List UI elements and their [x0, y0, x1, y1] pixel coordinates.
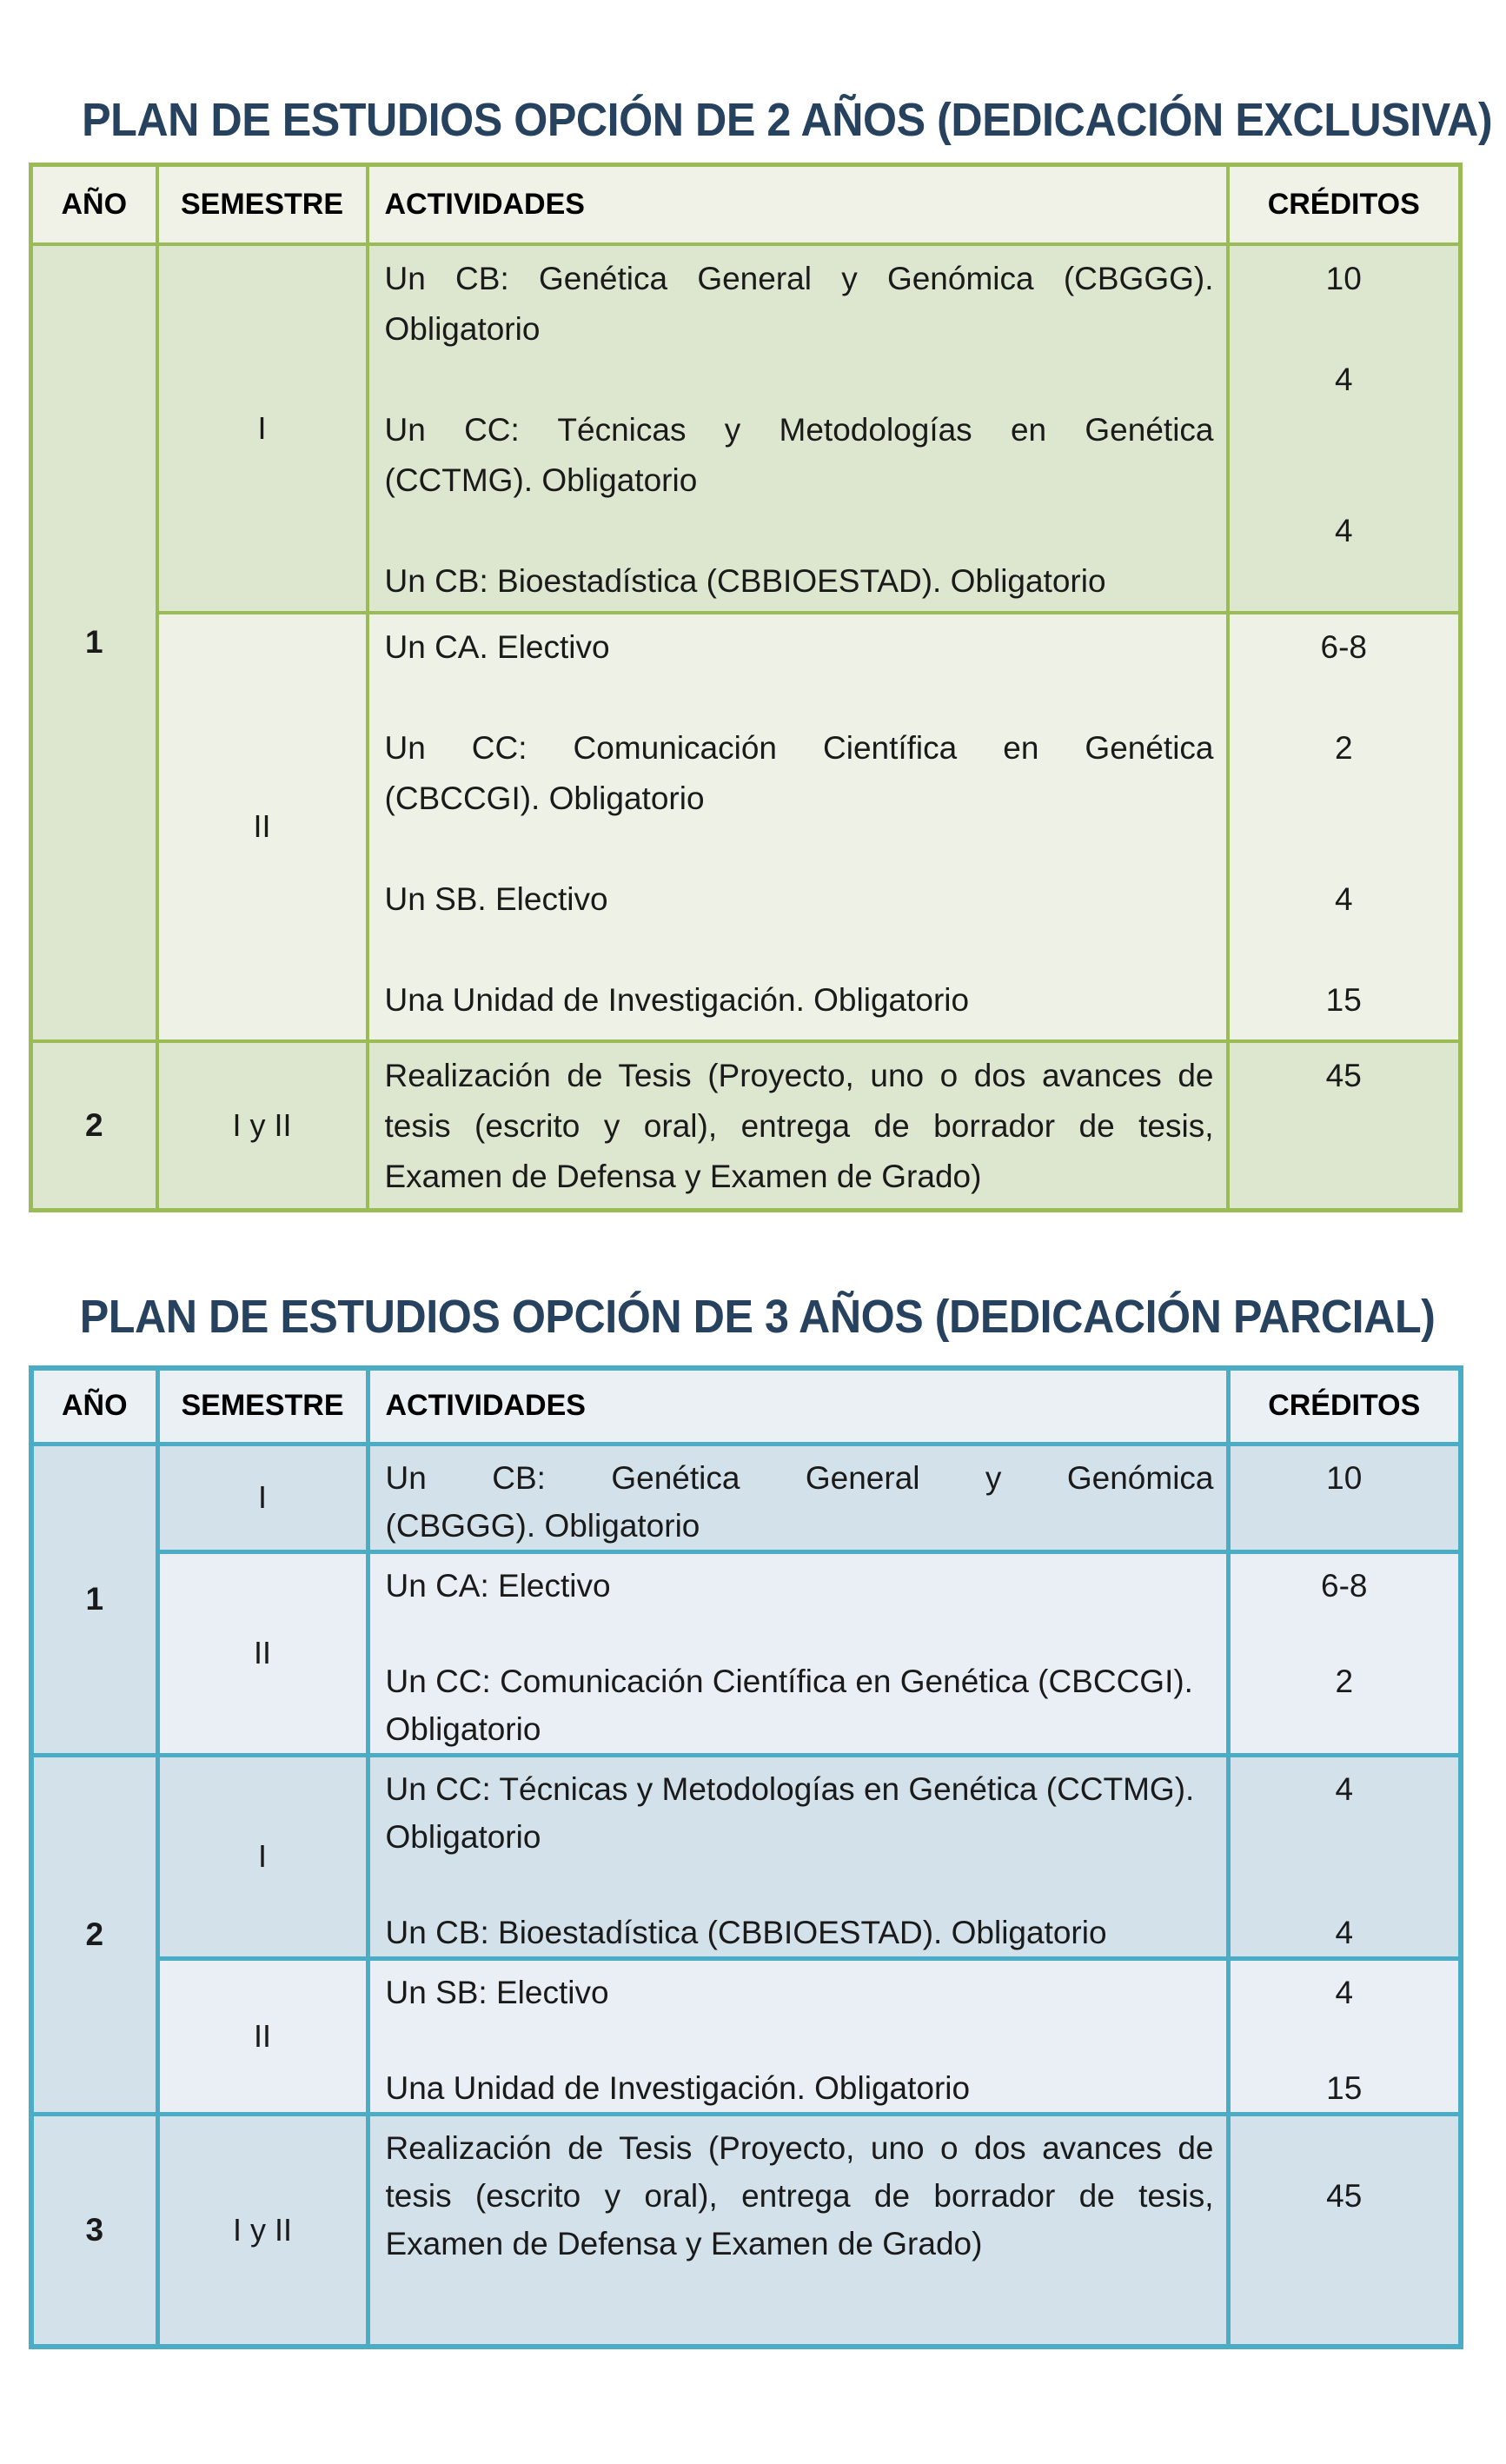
- year-cell: 2: [31, 1755, 157, 2114]
- credit-value: 15: [1326, 2069, 1363, 2106]
- col-header-actividades: ACTIVIDADES: [368, 1368, 1228, 1444]
- credits-cell: [1228, 1444, 1461, 1551]
- credit-value: [1230, 1101, 1459, 1152]
- title-plan-3yr-text: PLAN DE ESTUDIOS OPCIÓN DE 3 AÑOS (DEDICACIÓN PARCIAL): [79, 1291, 1436, 1343]
- activity-line: Un CA: Electivo: [385, 1567, 611, 1604]
- credit-value: 6-8: [1320, 628, 1367, 665]
- col-header-semestre: SEMESTRE: [157, 165, 368, 244]
- credit-value: 4: [1335, 1914, 1354, 1950]
- credit-value: [1230, 455, 1459, 506]
- activity-line: Un CB: Genética General y Genómica: [385, 1459, 1214, 1496]
- activity-line: Examen de Defensa y Examen de Grado): [384, 1158, 982, 1194]
- credit-value: [1230, 1152, 1459, 1202]
- activity-line: Un CA. Electivo: [384, 628, 610, 665]
- table-row-year2-sem2: [31, 1958, 1461, 2114]
- activity-line: Obligatorio: [384, 310, 541, 347]
- year-cell: 3: [31, 2114, 157, 2347]
- activities-cell: [368, 1041, 1228, 1211]
- credit-value: 4: [1334, 512, 1353, 548]
- semester-cell: I y II: [157, 2114, 368, 2347]
- credits-cell: [1228, 1958, 1461, 2114]
- credits-cell: [1228, 1041, 1461, 1211]
- credit-value: [1231, 1705, 1459, 1753]
- year-cell: 2: [31, 1041, 157, 1211]
- credit-value: [1231, 2124, 1459, 2172]
- credit-value: [1231, 2016, 1459, 2064]
- col-header-creditos: CRÉDITOS: [1228, 165, 1461, 244]
- activity-line: Examen de Defensa y Examen de Grado): [385, 2225, 983, 2261]
- credits-cell: [1228, 244, 1461, 613]
- credits-cell: [1228, 2114, 1461, 2347]
- table-row-year1-sem2: [31, 613, 1461, 1041]
- semester-cell: II: [157, 1551, 368, 1755]
- activities-cell: [368, 1958, 1228, 2114]
- semester-cell: I: [157, 244, 368, 613]
- col-header-semestre: SEMESTRE: [157, 1368, 368, 1444]
- activity-line: Un CB: Genética General y Genómica (CBGGG).: [384, 260, 1214, 296]
- credit-value: 45: [1325, 1057, 1362, 1093]
- credit-value: 4: [1334, 880, 1353, 917]
- activity-line: [386, 1610, 1214, 1657]
- activities-cell: [368, 244, 1228, 613]
- credit-value: 4: [1334, 361, 1353, 397]
- credits-cell: [1228, 1755, 1461, 1958]
- activity-line: [385, 925, 1214, 975]
- col-header-actividades: ACTIVIDADES: [368, 165, 1228, 244]
- table-row-year1-sem1: [31, 1444, 1461, 1551]
- credit-value: [1230, 556, 1459, 607]
- activity-line: Un SB: Electivo: [385, 1974, 609, 2010]
- activity-line: Obligatorio: [385, 1818, 541, 1855]
- table-row-year2-sem1: [31, 1755, 1461, 1958]
- activity-line: Un CC: Comunicación Científica en Genética: [384, 729, 1214, 766]
- activity-line: Realización de Tesis (Proyecto, uno o dos avances de: [384, 1057, 1214, 1093]
- table-header-row: [31, 1368, 1461, 1444]
- activity-line: [386, 1861, 1214, 1909]
- activity-line: [386, 2016, 1214, 2064]
- activities-cell: [368, 1551, 1228, 1755]
- activity-line: Un SB. Electivo: [384, 880, 608, 917]
- activity-line: Un CB: Bioestadística (CBBIOESTAD). Obligatorio: [385, 1914, 1107, 1950]
- activities-cell: [368, 613, 1228, 1041]
- activity-line: Un CC: Comunicación Científica en Genética (CBCCGI).: [385, 1663, 1193, 1699]
- semester-cell: II: [157, 1958, 368, 2114]
- document-page: [29, 0, 1493, 2349]
- activity-line: Un CC: Técnicas y Metodologías en Genética (CCTMG).: [385, 1770, 1195, 1807]
- credit-value: [1231, 1610, 1459, 1657]
- activities-cell: [368, 2114, 1228, 2347]
- activity-line: Una Unidad de Investigación. Obligatorio: [384, 981, 970, 1018]
- col-header-ano: AÑO: [31, 165, 157, 244]
- credit-value: 10: [1325, 260, 1362, 296]
- study-plan-table-2yr: [29, 163, 1463, 1212]
- credit-value: [1231, 1502, 1459, 1550]
- activity-line: Un CB: Bioestadística (CBBIOESTAD). Obligatorio: [384, 562, 1106, 599]
- credit-value: [1231, 1861, 1459, 1909]
- activity-line: Obligatorio: [385, 1710, 541, 1747]
- credit-value: [1231, 1813, 1459, 1861]
- credit-value: [1230, 925, 1459, 975]
- activities-cell: [368, 1444, 1228, 1551]
- year-cell: 1: [31, 1444, 157, 1755]
- activity-line: [385, 355, 1214, 405]
- credit-value: 45: [1326, 2177, 1363, 2214]
- col-header-creditos: CRÉDITOS: [1228, 1368, 1461, 1444]
- credit-value: [1230, 774, 1459, 824]
- semester-cell: I: [157, 1755, 368, 1958]
- credit-value: 2: [1334, 729, 1353, 766]
- title-plan-2yr: [29, 89, 1493, 151]
- credit-value: 2: [1335, 1663, 1354, 1699]
- semester-cell: I: [157, 1444, 368, 1551]
- semester-cell: II: [157, 613, 368, 1041]
- table-row-year3: [31, 2114, 1461, 2347]
- credit-value: [1230, 824, 1459, 874]
- activity-line: (CBCCGI). Obligatorio: [384, 780, 705, 816]
- table-row-year1-sem2: [31, 1551, 1461, 1755]
- title-plan-3yr: [29, 1285, 1458, 1348]
- credit-value: [1230, 673, 1459, 723]
- credit-value: 15: [1325, 981, 1362, 1018]
- activity-line: [385, 673, 1214, 723]
- credit-value: [1230, 304, 1459, 355]
- credit-value: 4: [1335, 1974, 1354, 2010]
- activity-line: tesis (escrito y oral), entrega de borrador de tesis,: [384, 1107, 1214, 1144]
- activity-line: [385, 824, 1214, 874]
- title-plan-2yr-text: PLAN DE ESTUDIOS OPCIÓN DE 2 AÑOS (DEDICACIÓN EXCLUSIVA): [82, 94, 1493, 146]
- activity-line: Realización de Tesis (Proyecto, uno o dos avances de: [385, 2129, 1214, 2166]
- credit-value: 6-8: [1321, 1567, 1368, 1604]
- table-row-year2: [31, 1041, 1461, 1211]
- credit-value: [1231, 2220, 1459, 2268]
- activity-line: (CCTMG). Obligatorio: [384, 462, 698, 498]
- activity-line: (CBGGG). Obligatorio: [385, 1507, 700, 1544]
- year-cell: 1: [31, 244, 157, 1041]
- table-row-year1-sem1: [31, 244, 1461, 613]
- credit-value: 10: [1326, 1459, 1363, 1496]
- semester-cell: I y II: [157, 1041, 368, 1211]
- activity-line: [385, 506, 1214, 556]
- col-header-ano: AÑO: [31, 1368, 157, 1444]
- activity-line: Una Unidad de Investigación. Obligatorio: [385, 2069, 971, 2106]
- credit-value: [1230, 405, 1459, 455]
- table-header-row: [31, 165, 1461, 244]
- credits-cell: [1228, 1551, 1461, 1755]
- credit-value: 4: [1335, 1770, 1354, 1807]
- credits-cell: [1228, 613, 1461, 1041]
- study-plan-table-3yr: [29, 1365, 1463, 2349]
- activities-cell: [368, 1755, 1228, 1958]
- activity-line: tesis (escrito y oral), entrega de borrador de tesis,: [385, 2177, 1214, 2214]
- activity-line: Un CC: Técnicas y Metodologías en Genética: [384, 411, 1214, 448]
